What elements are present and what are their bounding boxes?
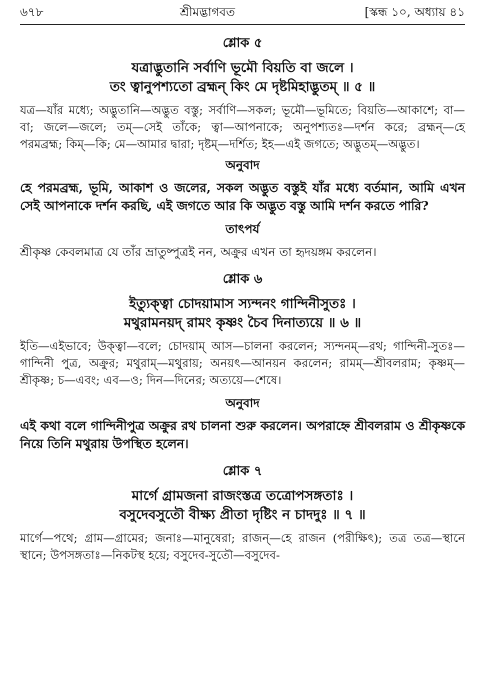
sloka-6-translation: এই কথা বলে গান্দিনীপুত্র অক্রুর রথ চালনা শুরু করলেন। অপরাহ্নে শ্রীবলরাম ও শ্রীকৃষ্ণকে নিয়ে তিনি মথুরায় উপস্থিত হলেন।	[20, 418, 465, 451]
sloka-7-word-meanings: মার্গে—পথে; গ্রাম—গ্রামের; জনাঃ—মানুষেরা; রাজন্—হে রাজন (পরীক্ষিৎ); তত্র তত্র—স্থানে স্থানে; উপসঙ্গতাঃ—নিকটস্থ হয়ে; বসুদেব-সুতৌ—বসুদেব-	[20, 531, 465, 562]
verse-line: মথুরামনয়দ্ রামং কৃষ্ণং চৈব দিনাত্যয়ে ॥ ৬ ॥	[123, 315, 362, 331]
page-number: ৬৭৮	[20, 5, 44, 19]
sloka-5-word-meanings: যত্র—যাঁর মধ্যে; অদ্ভুতানি—অদ্ভুত বস্তু; সর্বাণি—সকল; ভূমৌ—ভূমিতে; বিয়তি—আকাশে; বা—বা; জলে—জলে; তম্—সেই তাঁকে; ত্বা—আপনাকে; অনুপশ্যতঃ—দর্শন করে; ব্রহ্মন্—হে পরমব্রহ্ম; কিম্—কি; মে—আমার দ্বারা; দৃষ্টম্—দর্শিত; ইহ—এই জগতে; অদ্ভুতম্—অদ্ভুত।	[20, 103, 465, 151]
sloka-7-verse	[20, 487, 465, 525]
sloka-5-title: শ্লোক ৫	[222, 36, 263, 51]
sloka-7	[20, 462, 465, 564]
sloka-5-translation-heading: অনুবাদ	[225, 158, 260, 172]
sloka-6-title: শ্লোক ৬	[222, 272, 263, 287]
sloka-6-translation-heading: অনুবাদ	[225, 396, 260, 410]
sloka-6-word-meanings: ইতি—এইভাবে; উক্ত্বা—বলে; চোদয়াম্ আস—চালনা করলেন; স্যন্দনম্—রথ; গান্দিনী-সুতঃ—গান্দিনী পুত্র, অক্রুর; মথুরাম্—মথুরায়; অনয়ৎ—আনয়ন করলেন; রামম্—শ্রীবলরাম; কৃষ্ণম্—শ্রীকৃষ্ণ; চ—এবং; এব—ও; দিন—দিনের; অত্যয়ে—শেষে।	[20, 339, 465, 387]
chapter-reference: [স্কন্ধ ১০, অধ্যায় ৪১	[364, 5, 465, 19]
page-header	[20, 4, 465, 25]
sloka-6	[20, 270, 465, 453]
verse-line: বসুদেবসুতৌ বীক্ষ্য প্রীতা দৃষ্টিং ন চাদদুঃ ॥ ৭ ॥	[119, 507, 366, 523]
verse-line: তং ত্বানুপশ্যতো ব্রহ্মন্ কিং মে দৃষ্টমিহাদ্ভুতম্ ॥ ৫ ॥	[109, 79, 376, 95]
verse-line: যত্রাদ্ভুতানি সর্বাণি ভূমৌ বিয়তি বা জলে ।	[131, 60, 354, 76]
sloka-5-verse	[20, 59, 465, 97]
sloka-5-translation: হে পরমব্রহ্ম, ভূমি, আকাশ ও জলের, সকল অদ্ভুত বস্তুই যাঁর মধ্যে বর্তমান, আমি এখন সেই আপনাকে দর্শন করছি, এই জগতে আর কি অদ্ভুত বস্তু আমি দর্শন করতে পারি?	[20, 180, 465, 213]
sloka-6-verse	[20, 295, 465, 333]
sloka-5-purport: শ্রীকৃষ্ণ কেবলমাত্র যে তাঁর ভ্রাতুষ্পুত্রই নন, অক্রুর এখন তা হৃদয়ঙ্গম করলেন।	[20, 245, 377, 259]
sloka-5	[20, 34, 465, 261]
verse-line: মার্গে গ্রামজনা রাজংস্তত্র তত্রোপসঙ্গতাঃ ।	[131, 488, 354, 504]
sloka-7-title: শ্লোক ৭	[222, 464, 263, 479]
book-title: শ্রীমদ্ভাগবত	[179, 5, 235, 19]
verse-line: ইত্যুক্ত্বা চোদয়ামাস স্যন্দনং গান্দিনীসুতঃ ।	[129, 296, 356, 312]
sloka-5-purport-heading: তাৎপর্য	[225, 222, 260, 236]
